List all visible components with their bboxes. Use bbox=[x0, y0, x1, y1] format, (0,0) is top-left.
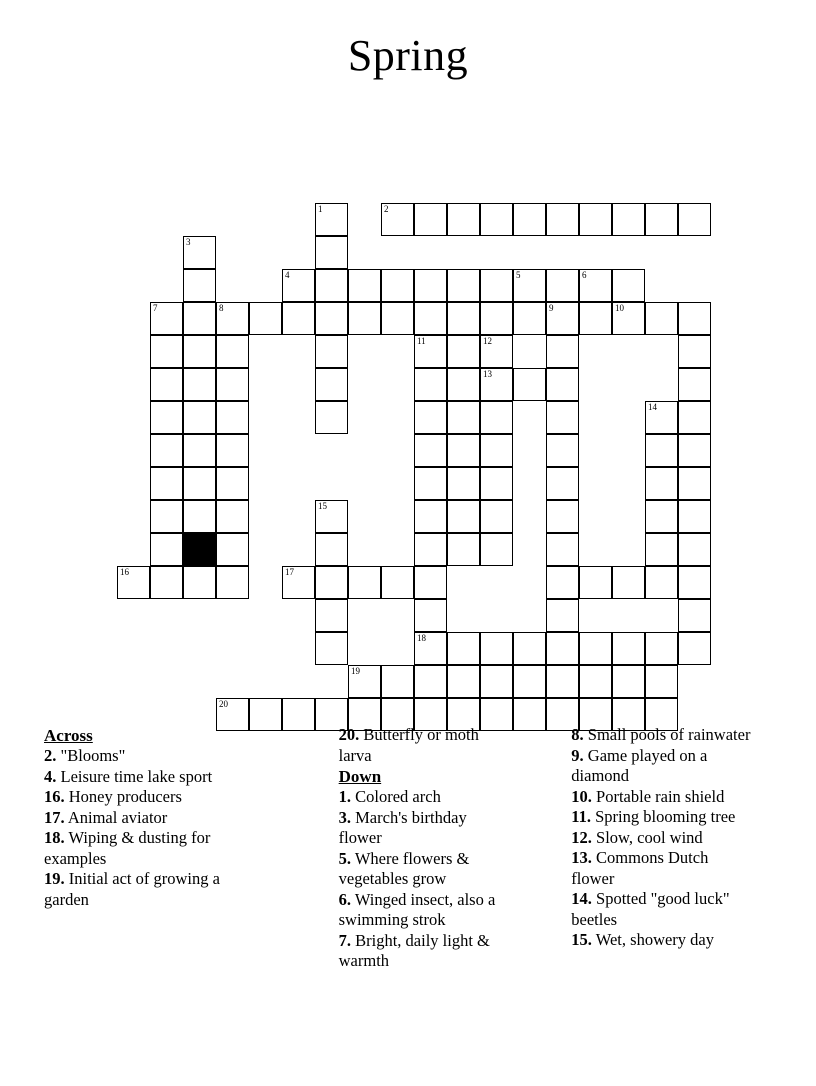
grid-cell-number: 2 bbox=[384, 203, 389, 214]
grid-cell[interactable] bbox=[447, 632, 480, 665]
grid-cell[interactable] bbox=[678, 533, 711, 566]
grid-cell[interactable] bbox=[546, 401, 579, 434]
grid-cell[interactable] bbox=[150, 401, 183, 434]
grid-cell[interactable] bbox=[480, 632, 513, 665]
grid-cell[interactable] bbox=[546, 269, 579, 302]
clue-number: 4. bbox=[44, 766, 57, 786]
grid-cell[interactable] bbox=[645, 533, 678, 566]
grid-cell[interactable] bbox=[348, 665, 381, 698]
clues-column-2 bbox=[287, 725, 530, 1055]
grid-cell[interactable] bbox=[546, 302, 579, 335]
grid-cell[interactable] bbox=[513, 665, 546, 698]
grid-cell[interactable] bbox=[612, 302, 645, 335]
grid-cell[interactable] bbox=[645, 401, 678, 434]
grid-cell[interactable] bbox=[348, 269, 381, 302]
grid-cell-number: 17 bbox=[285, 566, 294, 577]
grid-cell[interactable] bbox=[414, 401, 447, 434]
grid-cell[interactable] bbox=[381, 269, 414, 302]
grid-cell-number: 18 bbox=[417, 632, 426, 643]
grid-cell[interactable] bbox=[414, 533, 447, 566]
grid-cell[interactable] bbox=[480, 203, 513, 236]
clue-number: 19. bbox=[44, 869, 65, 888]
grid-cell[interactable] bbox=[645, 203, 678, 236]
grid-cell[interactable] bbox=[612, 632, 645, 665]
grid-cell[interactable] bbox=[216, 401, 249, 434]
grid-cell[interactable] bbox=[447, 302, 480, 335]
grid-cell[interactable] bbox=[216, 335, 249, 368]
grid-cell[interactable] bbox=[150, 500, 183, 533]
grid-cell[interactable] bbox=[282, 269, 315, 302]
grid-cell[interactable] bbox=[579, 665, 612, 698]
grid-cell[interactable] bbox=[315, 500, 348, 533]
grid-cell[interactable] bbox=[414, 566, 447, 599]
clue-number: 3. bbox=[338, 807, 352, 827]
page-title: Spring bbox=[347, 31, 469, 80]
grid-cell[interactable] bbox=[546, 665, 579, 698]
grid-cell[interactable] bbox=[513, 269, 546, 302]
grid-cell[interactable] bbox=[513, 302, 546, 335]
clue-number: 12. bbox=[571, 827, 592, 847]
grid-cell[interactable] bbox=[216, 566, 249, 599]
grid-cell[interactable] bbox=[150, 302, 183, 335]
crossword-page bbox=[0, 30, 816, 1086]
grid-cell[interactable] bbox=[513, 203, 546, 236]
grid-cell[interactable] bbox=[447, 665, 480, 698]
grid-cell-number: 14 bbox=[648, 401, 657, 412]
grid-cell[interactable] bbox=[315, 236, 348, 269]
grid-cell[interactable] bbox=[678, 368, 711, 401]
down-clue: 13. Commons Dutch flower bbox=[571, 848, 709, 888]
grid-cell[interactable] bbox=[579, 203, 612, 236]
down-clue: 7. Bright, daily light & warmth bbox=[338, 930, 490, 970]
grid-cell[interactable] bbox=[678, 566, 711, 599]
grid-cell[interactable] bbox=[579, 302, 612, 335]
grid-cell[interactable] bbox=[414, 599, 447, 632]
clue-number: 9. bbox=[571, 745, 584, 765]
grid-cell[interactable] bbox=[645, 302, 678, 335]
grid-cell[interactable] bbox=[183, 236, 216, 269]
grid-cell[interactable] bbox=[480, 335, 513, 368]
down-clue: 9. Game played on a diamond bbox=[571, 745, 708, 785]
crossword-grid-container bbox=[0, 93, 816, 709]
down-clue: 1. Colored arch bbox=[338, 787, 441, 806]
down-clue: 8. Small pools of rainwater bbox=[571, 725, 751, 744]
grid-cell[interactable] bbox=[480, 665, 513, 698]
clue-number: 6. bbox=[338, 889, 352, 909]
grid-cell[interactable] bbox=[381, 566, 414, 599]
clue-number: 13. bbox=[571, 848, 592, 867]
down-heading: Down bbox=[338, 767, 382, 786]
grid-cell[interactable] bbox=[282, 302, 315, 335]
grid-cell[interactable] bbox=[612, 566, 645, 599]
grid-cell[interactable] bbox=[414, 203, 447, 236]
grid-cell[interactable] bbox=[282, 566, 315, 599]
across-clue: 20. Butterfly or moth larva bbox=[338, 725, 479, 765]
grid-cell[interactable] bbox=[414, 302, 447, 335]
grid-cell[interactable] bbox=[447, 203, 480, 236]
grid-cell-blocked bbox=[183, 533, 216, 566]
grid-cell[interactable] bbox=[447, 269, 480, 302]
grid-cell[interactable] bbox=[480, 533, 513, 566]
across-clue: 4. Leisure time lake sport bbox=[44, 766, 213, 786]
grid-cell[interactable] bbox=[546, 632, 579, 665]
grid-cell[interactable] bbox=[183, 269, 216, 302]
grid-cell[interactable] bbox=[348, 566, 381, 599]
grid-cell[interactable] bbox=[183, 401, 216, 434]
grid-cell[interactable] bbox=[546, 467, 579, 500]
grid-cell[interactable] bbox=[381, 302, 414, 335]
grid-cell[interactable] bbox=[216, 302, 249, 335]
grid-cell[interactable] bbox=[315, 302, 348, 335]
grid-cell[interactable] bbox=[183, 467, 216, 500]
grid-cell[interactable] bbox=[117, 566, 150, 599]
grid-cell[interactable] bbox=[414, 500, 447, 533]
grid-cell[interactable] bbox=[414, 368, 447, 401]
grid-cell[interactable] bbox=[546, 335, 579, 368]
grid-cell[interactable] bbox=[678, 500, 711, 533]
grid-cell[interactable] bbox=[678, 632, 711, 665]
clue-number: 2. bbox=[44, 746, 57, 765]
down-clue: 12. Slow, cool wind bbox=[571, 827, 703, 847]
down-clue: 10. Portable rain shield bbox=[571, 786, 725, 806]
grid-cell-number: 5 bbox=[516, 269, 521, 280]
grid-cell[interactable] bbox=[315, 401, 348, 434]
grid-cell[interactable] bbox=[579, 566, 612, 599]
grid-cell[interactable] bbox=[678, 335, 711, 368]
clue-number: 7. bbox=[338, 930, 352, 950]
grid-cell[interactable] bbox=[414, 434, 447, 467]
grid-cell[interactable] bbox=[150, 368, 183, 401]
grid-cell-number: 16 bbox=[120, 566, 129, 577]
grid-cell[interactable] bbox=[414, 335, 447, 368]
grid-cell[interactable] bbox=[678, 203, 711, 236]
grid-cell[interactable] bbox=[315, 335, 348, 368]
grid-cell[interactable] bbox=[216, 368, 249, 401]
grid-cell[interactable] bbox=[381, 203, 414, 236]
grid-cell[interactable] bbox=[414, 467, 447, 500]
across-clue: 17. Animal aviator bbox=[44, 807, 168, 827]
grid-cell[interactable] bbox=[546, 368, 579, 401]
clue-number: 8. bbox=[571, 725, 584, 744]
grid-cell[interactable] bbox=[513, 368, 546, 401]
grid-cell[interactable] bbox=[150, 434, 183, 467]
grid-cell[interactable] bbox=[414, 632, 447, 665]
grid-cell[interactable] bbox=[645, 500, 678, 533]
grid-cell[interactable] bbox=[480, 302, 513, 335]
grid-cell[interactable] bbox=[447, 401, 480, 434]
grid-cell[interactable] bbox=[645, 566, 678, 599]
grid-cell[interactable] bbox=[150, 335, 183, 368]
clue-number: 14. bbox=[571, 889, 592, 908]
down-clue: 14. Spotted "good luck" beetles bbox=[571, 889, 730, 929]
grid-cell[interactable] bbox=[249, 302, 282, 335]
grid-cell[interactable] bbox=[348, 302, 381, 335]
grid-cell[interactable] bbox=[612, 269, 645, 302]
clue-number: 1. bbox=[338, 787, 352, 806]
grid-cell[interactable] bbox=[183, 302, 216, 335]
clue-number: 20. bbox=[338, 725, 360, 744]
grid-cell-number: 7 bbox=[153, 302, 158, 313]
grid-cell[interactable] bbox=[546, 203, 579, 236]
grid-cell[interactable] bbox=[546, 500, 579, 533]
down-clue: 11. Spring blooming tree bbox=[571, 807, 736, 826]
grid-cell-number: 9 bbox=[549, 302, 554, 313]
grid-cell-number: 11 bbox=[417, 335, 426, 346]
grid-cell[interactable] bbox=[678, 467, 711, 500]
grid-cell[interactable] bbox=[645, 467, 678, 500]
clue-number: 16. bbox=[44, 787, 65, 806]
grid-cell[interactable] bbox=[183, 368, 216, 401]
across-clue: 19. Initial act of growing a garden bbox=[44, 869, 220, 909]
clue-number: 10. bbox=[571, 786, 592, 806]
grid-cell[interactable] bbox=[678, 434, 711, 467]
grid-cell[interactable] bbox=[645, 632, 678, 665]
grid-cell[interactable] bbox=[150, 467, 183, 500]
grid-cell[interactable] bbox=[315, 269, 348, 302]
grid-cell[interactable] bbox=[480, 368, 513, 401]
grid-cell[interactable] bbox=[216, 467, 249, 500]
clue-number: 17. bbox=[44, 807, 65, 827]
grid-cell[interactable] bbox=[216, 434, 249, 467]
clue-number: 15. bbox=[571, 930, 592, 949]
grid-cell[interactable] bbox=[315, 203, 348, 236]
down-clue: 6. Winged insect, also a swimming strok bbox=[338, 889, 496, 929]
grid-cell[interactable] bbox=[645, 434, 678, 467]
grid-cell[interactable] bbox=[216, 533, 249, 566]
grid-cell[interactable] bbox=[480, 434, 513, 467]
clue-number: 18. bbox=[44, 828, 65, 847]
grid-cell[interactable] bbox=[315, 533, 348, 566]
grid-cell-number: 10 bbox=[615, 302, 624, 313]
across-heading: Across bbox=[44, 726, 93, 745]
grid-cell-number: 1 bbox=[318, 203, 323, 214]
down-clue: 15. Wet, showery day bbox=[571, 930, 714, 949]
clues-column-3 bbox=[529, 725, 772, 1055]
grid-cell[interactable] bbox=[183, 500, 216, 533]
clues-column-1 bbox=[44, 725, 287, 1055]
grid-cell[interactable] bbox=[678, 302, 711, 335]
grid-cell-number: 15 bbox=[318, 500, 327, 511]
grid-cell[interactable] bbox=[183, 335, 216, 368]
grid-cell[interactable] bbox=[480, 467, 513, 500]
grid-cell[interactable] bbox=[447, 335, 480, 368]
grid-cell[interactable] bbox=[480, 500, 513, 533]
grid-cell-number: 12 bbox=[483, 335, 492, 346]
grid-cell[interactable] bbox=[513, 632, 546, 665]
grid-cell[interactable] bbox=[447, 368, 480, 401]
grid-cell-number: 4 bbox=[285, 269, 290, 280]
across-clue: 18. Wiping & dusting for examples bbox=[44, 828, 211, 868]
clues-section bbox=[0, 725, 816, 1055]
across-clue: 2. "Blooms" bbox=[44, 746, 126, 765]
grid-cell[interactable] bbox=[447, 533, 480, 566]
clue-number: 11. bbox=[571, 807, 591, 826]
grid-cell[interactable] bbox=[315, 632, 348, 665]
grid-cell[interactable] bbox=[315, 566, 348, 599]
grid-cell[interactable] bbox=[447, 500, 480, 533]
grid-cell-number: 3 bbox=[186, 236, 191, 247]
grid-cell-number: 19 bbox=[351, 665, 360, 676]
grid-cell[interactable] bbox=[579, 632, 612, 665]
clue-number: 5. bbox=[338, 848, 352, 868]
grid-cell-number: 20 bbox=[219, 698, 228, 709]
across-clue: 16. Honey producers bbox=[44, 787, 182, 806]
grid-cell[interactable] bbox=[315, 599, 348, 632]
grid-cell[interactable] bbox=[315, 368, 348, 401]
grid-cell[interactable] bbox=[480, 401, 513, 434]
grid-cell[interactable] bbox=[414, 269, 447, 302]
grid-cell[interactable] bbox=[612, 665, 645, 698]
grid-cell[interactable] bbox=[546, 533, 579, 566]
grid-cell[interactable] bbox=[381, 665, 414, 698]
grid-cell[interactable] bbox=[546, 434, 579, 467]
grid-cell[interactable] bbox=[546, 566, 579, 599]
grid-cell-number: 13 bbox=[483, 368, 492, 379]
grid-cell[interactable] bbox=[579, 269, 612, 302]
grid-cell[interactable] bbox=[480, 269, 513, 302]
grid-cell[interactable] bbox=[447, 467, 480, 500]
grid-cell[interactable] bbox=[546, 599, 579, 632]
grid-cell[interactable] bbox=[447, 434, 480, 467]
grid-cell[interactable] bbox=[183, 434, 216, 467]
grid-cell[interactable] bbox=[645, 665, 678, 698]
grid-cell[interactable] bbox=[414, 665, 447, 698]
grid-cell[interactable] bbox=[678, 599, 711, 632]
grid-cell[interactable] bbox=[150, 533, 183, 566]
grid-cell-number: 8 bbox=[219, 302, 224, 313]
grid-cell[interactable] bbox=[216, 500, 249, 533]
down-clue: 5. Where flowers & vegetables grow bbox=[338, 848, 470, 888]
grid-cell[interactable] bbox=[612, 203, 645, 236]
grid-cell[interactable] bbox=[678, 401, 711, 434]
grid-cell-number: 6 bbox=[582, 269, 587, 280]
grid-cell[interactable] bbox=[183, 566, 216, 599]
grid-cell[interactable] bbox=[150, 566, 183, 599]
down-clue: 3. March's birthday flower bbox=[338, 807, 467, 847]
